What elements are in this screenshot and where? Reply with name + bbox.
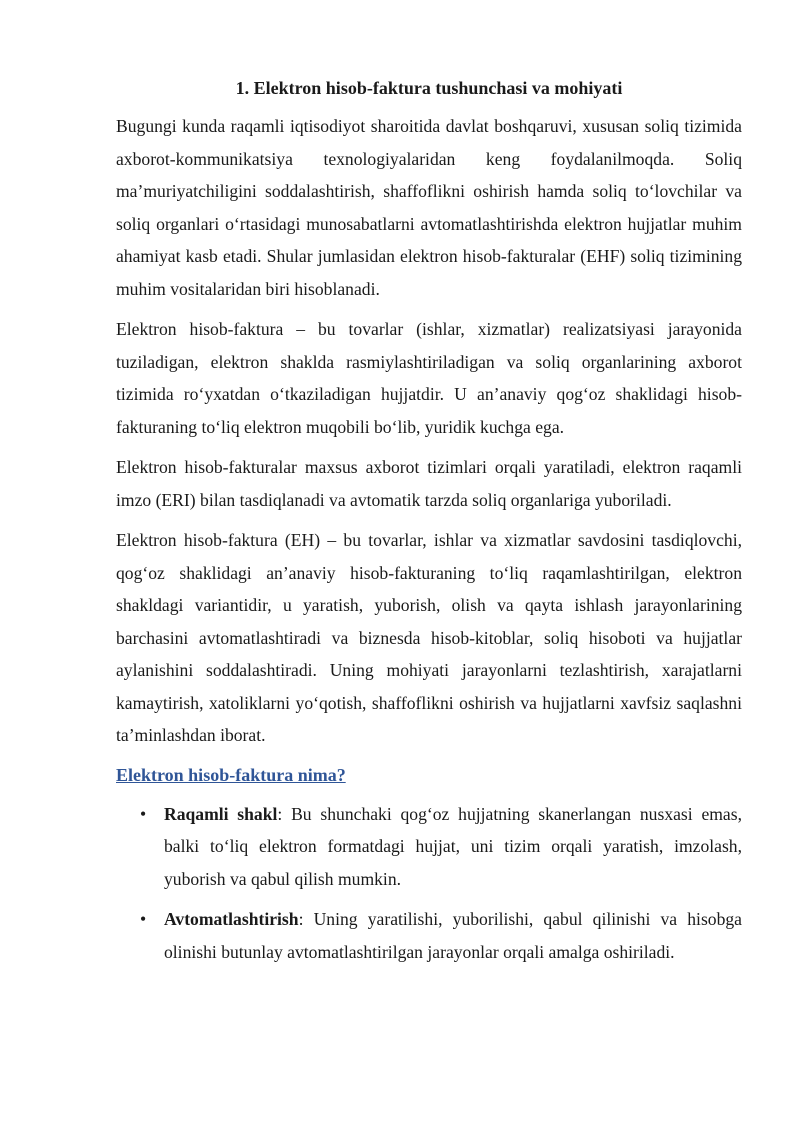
- bullet-term: Avtomatlashtirish: [164, 909, 299, 929]
- paragraph-creation: Elektron hisob-fakturalar maxsus axborot tizimlari orqali yaratiladi, elektron raqamli imzo (ERI) bilan tasdiqlanadi va avtomatik tarzda soliq organlariga yuboriladi.: [116, 457, 742, 510]
- bullet-text: : Bu shunchaki qog‘oz hujjatning skanerlangan nusxasi emas, balki to‘liq elektron formatdagi hujjat, uni tizim orqali yaratish, imzolash, yuborish va qabul qilish mumkin.: [164, 803, 742, 889]
- list-item: [116, 903, 742, 968]
- bullet-text: : Uning yaratilishi, yuborilishi, qabul qilinishi va hisobga olinishi butunlay avtomatlashtirilgan jarayonlar orqali amalga oshiriladi.: [164, 909, 742, 962]
- bullet-list: [116, 798, 742, 969]
- list-item: [116, 798, 742, 896]
- bullet-icon: •: [140, 909, 147, 929]
- bullet-icon: •: [140, 803, 147, 824]
- subheading-what-is-einvoice: Elektron hisob-faktura nima?: [116, 764, 346, 785]
- bullet-term: Raqamli shakl: [164, 803, 278, 824]
- section-title: 1. Elektron hisob-faktura tushunchasi va mohiyati: [235, 78, 623, 98]
- paragraph-essence: Elektron hisob-faktura (EH) – bu tovarlar, ishlar va xizmatlar savdosini tasdiqlovchi, qog‘oz shaklidagi an’anaviy hisob-fakturaning to‘liq raqamlashtirilgan, elektron shakldagi variantidir, u yaratish, yuborish, olish va qayta ishlash jarayonlarining barchasini avtomatlashtiradi va biznesda hisob-kitoblar, soliq hisoboti va hujjatlar aylanishini soddalashtiradi. Uning mohiyati jarayonlarni tezlashtirish, xarajatlarni kamaytirish, xatoliklarni yo‘qotish, shaffoflikni oshirish va hujjatlarni xavfsiz saqlashni ta’minlashdan iborat.: [116, 530, 742, 745]
- paragraph-definition: Elektron hisob-faktura – bu tovarlar (ishlar, xizmatlar) realizatsiyasi jarayonida tuziladigan, elektron shaklda rasmiylashtiriladigan va soliq organlarining axborot tizimida ro‘yxatdan o‘tkaziladigan hujjatdir. U an’anaviy qog‘oz shaklidagi hisob-fakturaning to‘liq elektron muqobili bo‘lib, yuridik kuchga ega.: [116, 319, 742, 437]
- paragraph-intro: Bugungi kunda raqamli iqtisodiyot sharoitida davlat boshqaruvi, xususan soliq tizimida axborot-kommunikatsiya texnologiyalaridan keng foydalanilmoqda. Soliq ma’muriyatchiligini soddalashtirish, shaffoflikni oshirish hamda soliq to‘lovchilar va soliq organlari o‘rtasidagi munosabatlarni avtomatlashtirishda elektron hujjatlar muhim ahamiyat kasb etadi. Shular jumlasidan elektron hisob-fakturalar (EHF) soliq tizimining muhim vositalaridan biri hisoblanadi.: [116, 116, 742, 299]
